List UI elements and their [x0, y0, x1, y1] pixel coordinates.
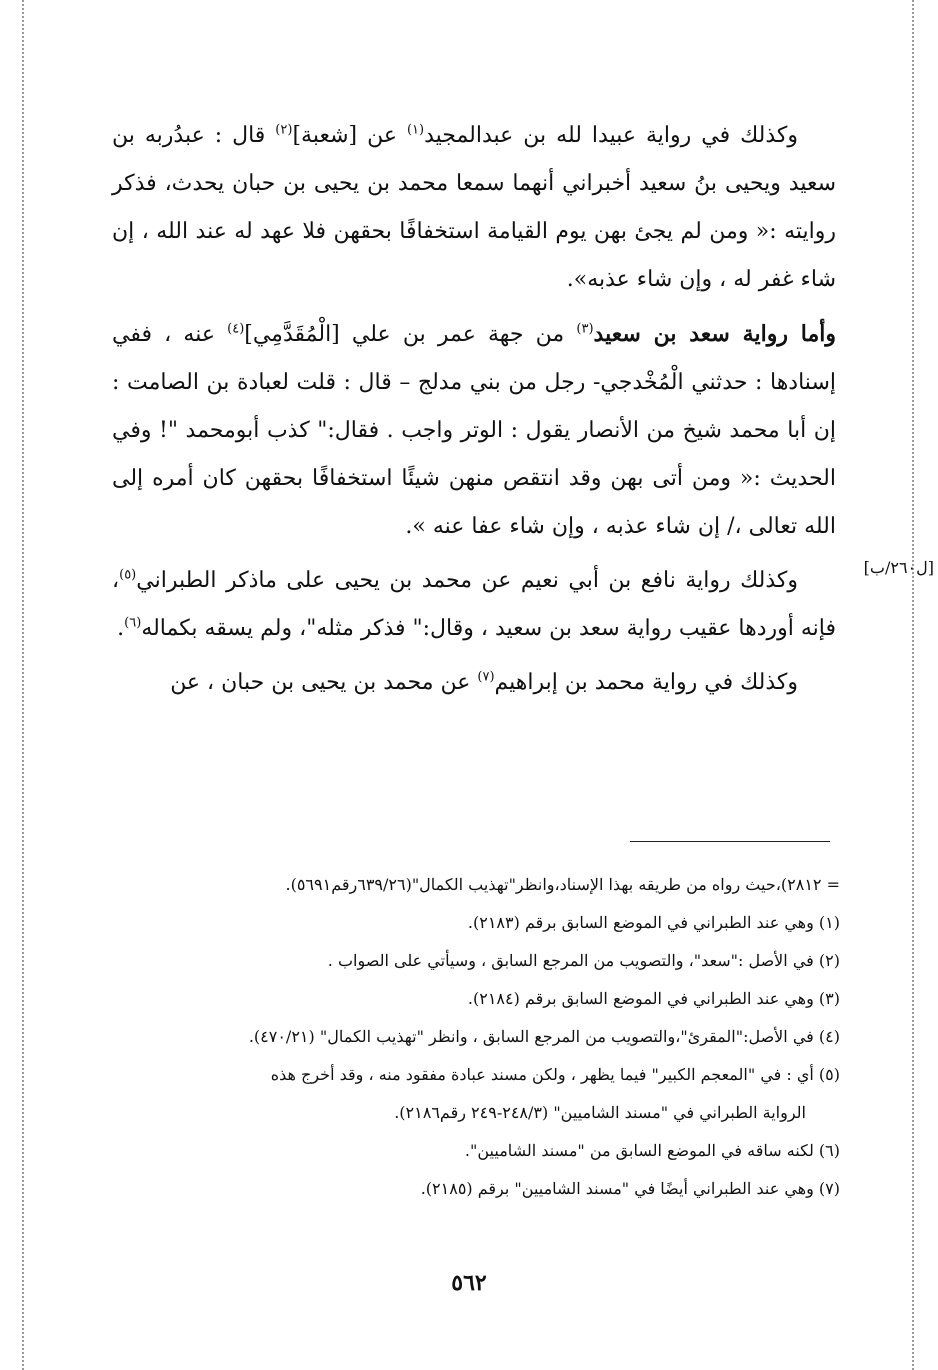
manuscript-folio-note: [ل٢٦٠/ب]	[863, 558, 934, 577]
main-text	[112, 112, 836, 707]
footnote-ref-4: (٤)	[227, 321, 245, 337]
footnote-3: (٣) وهي عند الطبراني في الموضع السابق برقم (٢١٨٤).	[467, 989, 840, 1008]
text-run: عن [شعبة]	[292, 123, 407, 148]
bold-phrase: وأما رواية سعد بن سعيد	[593, 321, 837, 347]
footnotes	[110, 866, 840, 1208]
text-run: .	[117, 616, 125, 641]
footnote-6: (٦) لكنه ساقه في الموضع السابق من "مسند الشاميين".	[464, 1141, 840, 1160]
footnote-ref-3: (٣)	[576, 321, 594, 337]
text-run: عن محمد بن يحيى بن حبان ، عن	[170, 670, 478, 695]
footnote-4: (٤) في الأصل:"المقرئ"،والتصويب من المرجع السابق ، وانظر "تهذيب الكمال" (٤٧٠/٢١).	[248, 1027, 840, 1046]
footnote-5: (٥) أي : في "المعجم الكبير" فيما يظهر ، ولكن مسند عبادة مفقود منه ، وقد أخرج هذه	[270, 1065, 840, 1084]
footnote-ref-5: (٥)	[119, 567, 137, 583]
footnote-ref-7: (٧)	[477, 669, 495, 685]
page-number: ٥٦٢	[451, 1270, 487, 1296]
text-run: عنه ، ففي إسنادها : حدثني الْمُخْدجي- رجل من بني مدلج – قال : قلت لعبادة بن الصامت : إن أبا محمد شيخ من الأنصار يقول : الوتر واجب . فقال:" كذب أبومحمد "! وفي الحديث :« ومن أتى بهن وقد انتقص منهن شيئًا استخفافًا بحقهن كان أمره إلى الله تعالى ،/ إن شاء عذبه ، وإن شاء عفا عنه ».	[112, 322, 836, 539]
text-run: وكذلك رواية نافع بن أبي نعيم عن محمد بن يحيى على ماذكر الطبراني	[136, 568, 798, 593]
paragraph-4	[112, 659, 836, 707]
scan-edge-left	[22, 0, 24, 1370]
text-run: من جهة عمر بن علي [الْمُقَدَّمِي]	[244, 322, 577, 347]
footnote-ref-6: (٦)	[124, 615, 142, 631]
footnote-ref-1: (١)	[406, 122, 425, 138]
footnote-1: (١) وهي عند الطبراني في الموضع السابق برقم (٢١٨٣).	[467, 913, 840, 932]
footnote-continued: = ٢٨١٢)،حيث رواه من طريقه بهذا الإسناد،وانظر"تهذيب الكمال"(٦٣٩/٢٦رقم٥٦٩١).	[285, 875, 840, 894]
paragraph-1	[112, 112, 836, 304]
text-run: قال : عبدُربه بن سعيد ويحيى بنُ سعيد أخبراني أنهما سمعا محمد بن يحيى بن حبان يحدث، فذكر روايته :« ومن لم يجئ بهن يوم القيامة استخفافًا بحقهن فلا عهد له عند الله ، إن شاء غفر له ، وإن شاء عذبه».	[112, 123, 836, 292]
text-run: وكذلك في رواية عبيدا لله بن عبدالمجيد	[424, 123, 798, 148]
paragraph-2	[112, 310, 836, 551]
footnote-ref-2: (٢)	[275, 122, 293, 138]
paragraph-3	[112, 557, 836, 653]
footnote-2: (٢) في الأصل :"سعد"، والتصويب من المرجع السابق ، وسيأتي على الصواب .	[327, 951, 840, 970]
footnote-5-continuation: الرواية الطبراني في "مسند الشاميين" (٢٤٨/٣-٢٤٩ رقم٢١٨٦).	[394, 1103, 806, 1122]
footnote-7: (٧) وهي عند الطبراني أيضًا في "مسند الشاميين" برقم (٢١٨٥).	[420, 1179, 840, 1198]
text-run: ، فإنه أوردها عقيب رواية سعد بن سعيد ، وقال:" فذكر مثله"، ولم يسقه بكماله	[112, 568, 836, 641]
text-run: وكذلك في رواية محمد بن إبراهيم	[494, 670, 798, 695]
footnote-separator	[630, 841, 830, 842]
scan-edge-right	[912, 0, 914, 1370]
